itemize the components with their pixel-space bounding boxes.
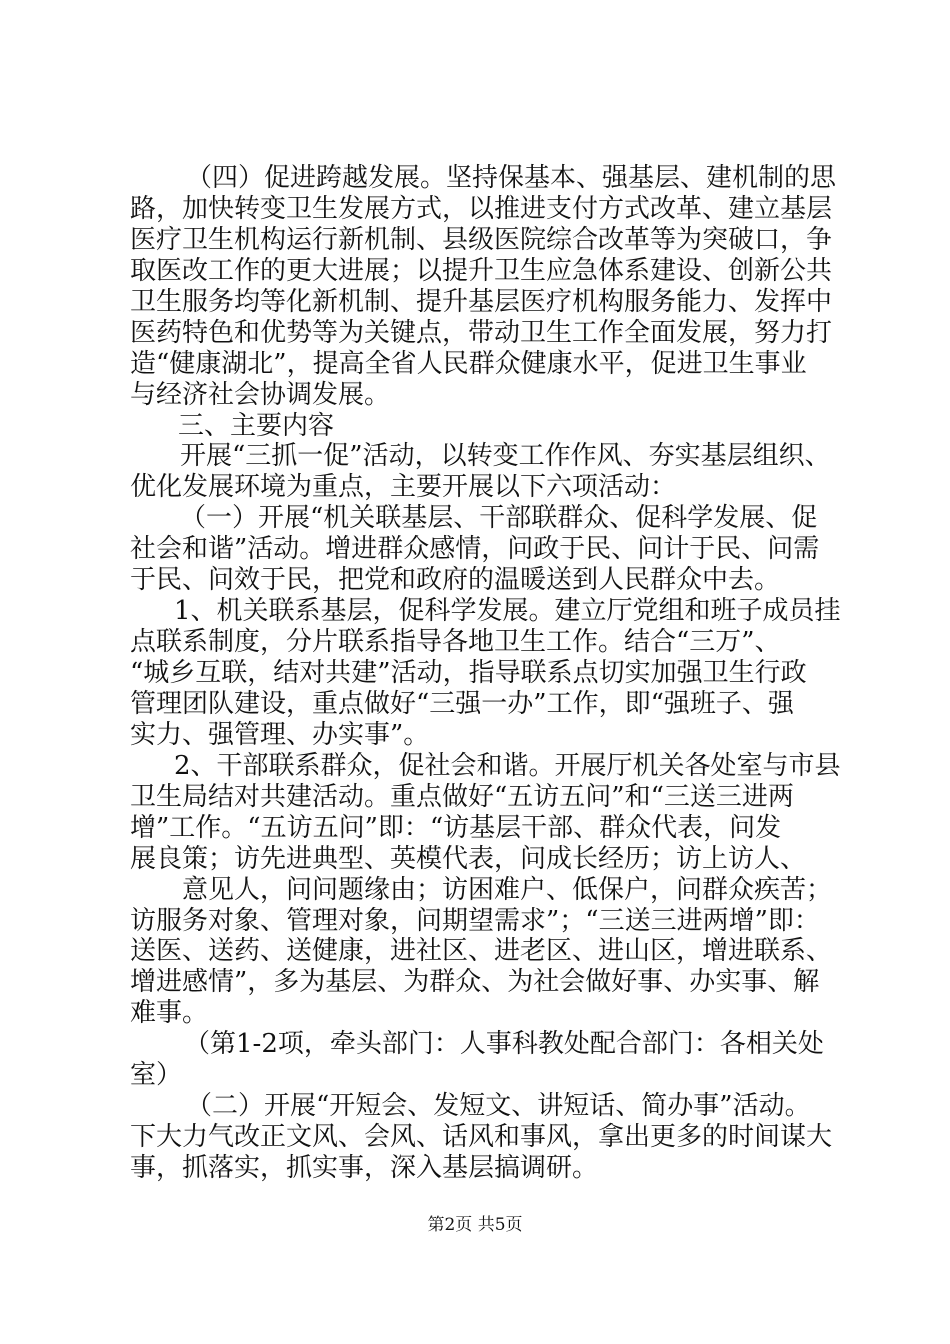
paragraph-line: （第1-2项，牵头部门：人事科教处配合部门：各相关处 [184, 1029, 824, 1059]
paragraph-line: 下大力气改正文风、会风、话风和事风，拿出更多的时间谋大 [130, 1122, 833, 1152]
paragraph-line: 室） [130, 1060, 183, 1090]
paragraph-line: “城乡互联，结对共建”活动，指导联系点切实加强卫生行政 [130, 658, 807, 688]
paragraph-line: 增进感情”，多为基层、为群众、为社会做好事、办实事、解 [130, 967, 820, 997]
paragraph-line: 送医、送药、送健康，进社区、进老区、进山区，增进联系、 [130, 936, 833, 966]
paragraph-line: 难事。 [130, 998, 209, 1028]
paragraph-line: 取医改工作的更大进展；以提升卫生应急体系建设、创新公共 [130, 256, 833, 286]
paragraph-line: 管理团队建设，重点做好“三强一办”工作，即“强班子、强 [130, 689, 794, 719]
paragraph-line: 意见人，问问题缘由；访困难户、低保户，问群众疾苦； [182, 875, 833, 905]
paragraph-line: 医药特色和优势等为关键点，带动卫生工作全面发展，努力打 [130, 318, 833, 348]
section-heading: 三、主要内容 [178, 411, 335, 441]
paragraph-line: 卫生服务均等化新机制、提升基层医疗机构服务能力、发挥中 [130, 287, 833, 317]
paragraph-line: 实力、强管理、办实事”。 [130, 720, 430, 750]
paragraph-line: 优化发展环境为重点，主要开展以下六项活动： [130, 472, 677, 502]
paragraph-line: （二）开展“开短会、发短文、讲短话、简办事”活动。 [186, 1091, 811, 1121]
paragraph-line: 2、干部联系群众，促社会和谐。开展厅机关各处室与市县 [174, 751, 841, 781]
paragraph-line: （四）促进跨越发展。坚持保基本、强基层、建机制的思 [186, 163, 837, 193]
paragraph-line: 社会和谐”活动。增进群众感情，问政于民、问计于民、问需 [130, 534, 820, 564]
paragraph-line: （一）开展“机关联基层、干部联群众、促科学发展、促 [180, 503, 818, 533]
paragraph-line: 造“健康湖北”，提高全省人民群众健康水平，促进卫生事业 [130, 349, 807, 379]
paragraph-line: 1、机关联系基层，促科学发展。建立厅党组和班子成员挂 [174, 596, 841, 626]
paragraph-line: 点联系制度，分片联系指导各地卫生工作。结合“三万”、 [130, 627, 781, 657]
paragraph-line: 路，加快转变卫生发展方式，以推进支付方式改革、建立基层 [130, 194, 833, 224]
paragraph-line: 事，抓落实，抓实事，深入基层搞调研。 [130, 1153, 599, 1183]
paragraph-line: 卫生局结对共建活动。重点做好“五访五问”和“三送三进两 [130, 782, 794, 812]
page-footer: 第2页 共5页 [427, 1215, 523, 1235]
paragraph-line: 访服务对象、管理对象，问期望需求”；“三送三进两增”即： [130, 906, 820, 936]
paragraph-line: 展良策；访先进典型、英模代表，问成长经历；访上访人、 [130, 844, 807, 874]
paragraph-line: 与经济社会协调发展。 [130, 380, 391, 410]
paragraph-line: 开展“三抓一促”活动，以转变工作作风、夯实基层组织、 [180, 441, 831, 471]
paragraph-line: 医疗卫生机构运行新机制、县级医院综合改革等为突破口，争 [130, 225, 833, 255]
paragraph-line: 于民、问效于民，把党和政府的温暖送到人民群众中去。 [130, 565, 781, 595]
paragraph-line: 增”工作。“五访五问”即：“访基层干部、群众代表，问发 [130, 813, 782, 843]
